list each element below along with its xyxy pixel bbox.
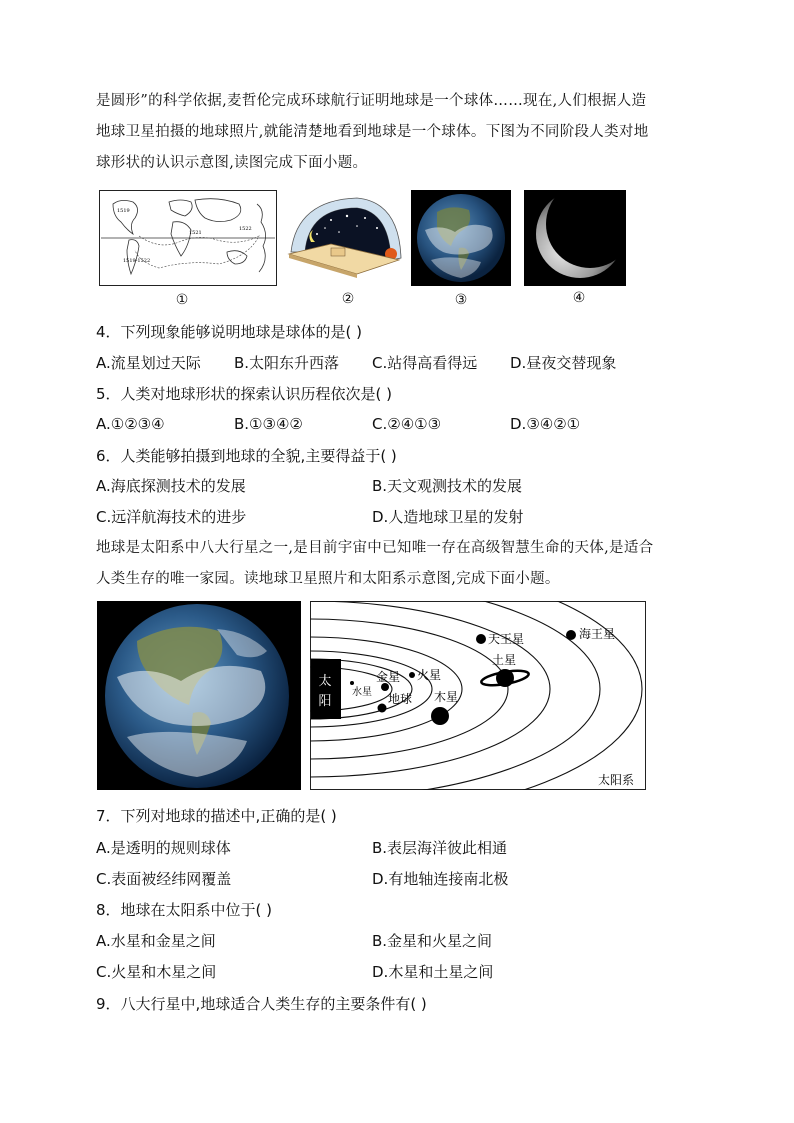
question-4-number: 4． [96, 323, 121, 341]
question-6-number: 6． [96, 447, 121, 465]
question-8-option-b[interactable]: B.金星和火星之间 [372, 932, 493, 950]
question-7-option-d[interactable]: D.有地轴连接南北极 [372, 870, 509, 888]
neptune-label: 海王星 [579, 627, 616, 641]
question-8-text: 地球在太阳系中位于( ) [120, 901, 273, 919]
question-6-option-b[interactable]: B.天文观测技术的发展 [372, 477, 523, 495]
figure-caption-1: ① [175, 292, 189, 308]
map-label-1519-1522: 1519-1522 [123, 258, 151, 264]
map-label-1521: 1521 [189, 230, 202, 236]
passage-1-line-2: 地球卫星拍摄的地球照片,就能清楚地看到地球是一个球体。下图为不同阶段人类对地 [96, 124, 649, 140]
question-4-text: 下列现象能够说明地球是球体的是( ) [120, 323, 363, 341]
question-5-option-b[interactable]: B.①③④② [234, 415, 303, 433]
question-8-option-a[interactable]: A.水星和金星之间 [96, 932, 216, 950]
question-7-option-c[interactable]: C.表面被经纬网覆盖 [96, 870, 232, 888]
solar-system-label: 太阳系 [598, 773, 635, 787]
question-8 [96, 900, 272, 920]
question-7-number: 7． [96, 807, 121, 825]
venus-label: 金星 [376, 670, 401, 684]
question-5-option-a[interactable]: A.①②③④ [96, 415, 165, 433]
mars-dot [409, 672, 415, 678]
earth-dot [378, 704, 387, 713]
venus-dot [381, 683, 389, 691]
question-8-option-c[interactable]: C.火星和木星之间 [96, 963, 217, 981]
map-label-1522: 1522 [239, 226, 252, 232]
uranus-dot [476, 634, 486, 644]
question-7-option-b[interactable]: B.表层海洋彼此相通 [372, 839, 508, 857]
question-9-text: 八大行星中,地球适合人类生存的主要条件有( ) [120, 995, 427, 1013]
figure-caption-2: ② [341, 291, 355, 307]
question-6-option-c[interactable]: C.远洋航海技术的进步 [96, 508, 247, 526]
question-5-option-d[interactable]: D.③④②① [510, 415, 581, 433]
sun-label-bottom: 阳 [318, 694, 332, 709]
question-6-option-d[interactable]: D.人造地球卫星的发射 [372, 508, 524, 526]
question-5-text: 人类对地球形状的探索认识历程依次是( ) [120, 385, 393, 403]
mercury-dot [350, 681, 354, 685]
sun-label-top: 太 [318, 674, 332, 689]
passage-2-line-2: 人类生存的唯一家园。读地球卫星照片和太阳系示意图,完成下面小题。 [96, 571, 560, 587]
dome-sky-image [287, 194, 403, 280]
passage-2-line-1: 地球是太阳系中八大行星之一,是目前宇宙中已知唯一存在高级智慧生命的天体,是适合 [96, 540, 654, 556]
saturn-dot [496, 669, 514, 687]
world-map-voyage-image [99, 190, 277, 286]
passage-2 [96, 533, 700, 595]
mars-label: 火星 [417, 668, 442, 682]
question-4-option-d[interactable]: D.昼夜交替现象 [510, 354, 617, 372]
question-6-text: 人类能够拍摄到地球的全貌,主要得益于( ) [120, 447, 397, 465]
question-9 [96, 994, 427, 1014]
question-4-option-a[interactable]: A.流星划过天际 [96, 354, 201, 372]
question-4 [96, 322, 362, 342]
uranus-label: 天王星 [488, 632, 525, 646]
question-8-option-d[interactable]: D.木星和土星之间 [372, 963, 494, 981]
question-6 [96, 446, 397, 466]
earth-satellite-photo [97, 601, 301, 790]
question-5-number: 5． [96, 385, 121, 403]
saturn-label: 土星 [492, 653, 517, 667]
neptune-dot [566, 630, 576, 640]
mercury-label: 水星 [352, 687, 372, 698]
jupiter-label: 木星 [434, 690, 459, 704]
question-4-option-b[interactable]: B.太阳东升西落 [234, 354, 340, 372]
figure-caption-3: ③ [454, 292, 468, 308]
map-label-1519: 1519 [117, 208, 130, 214]
question-7-option-a[interactable]: A.是透明的规则球体 [96, 839, 231, 857]
figure-caption-4: ④ [572, 290, 586, 306]
question-5 [96, 384, 392, 404]
question-5-option-c[interactable]: C.②④①③ [372, 415, 442, 433]
question-7-text: 下列对地球的描述中,正确的是( ) [120, 807, 337, 825]
question-6-option-a[interactable]: A.海底探测技术的发展 [96, 477, 246, 495]
earth-label: 地球 [388, 692, 413, 706]
passage-1-line-3: 球形状的认识示意图,读图完成下面小题。 [96, 155, 368, 171]
jupiter-dot [431, 707, 449, 725]
question-4-option-c[interactable]: C.站得高看得远 [372, 354, 478, 372]
question-8-number: 8． [96, 901, 121, 919]
earth-photo-small-image [411, 190, 511, 286]
passage-1-line-1: 是圆形”的科学依据,麦哲伦完成环球航行证明地球是一个球体……现在,人们根据人造 [96, 93, 647, 109]
moon-eclipse-image [524, 190, 626, 286]
passage-1 [96, 86, 700, 179]
question-9-number: 9． [96, 995, 121, 1013]
question-7 [96, 806, 337, 826]
solar-system-diagram [310, 601, 646, 790]
